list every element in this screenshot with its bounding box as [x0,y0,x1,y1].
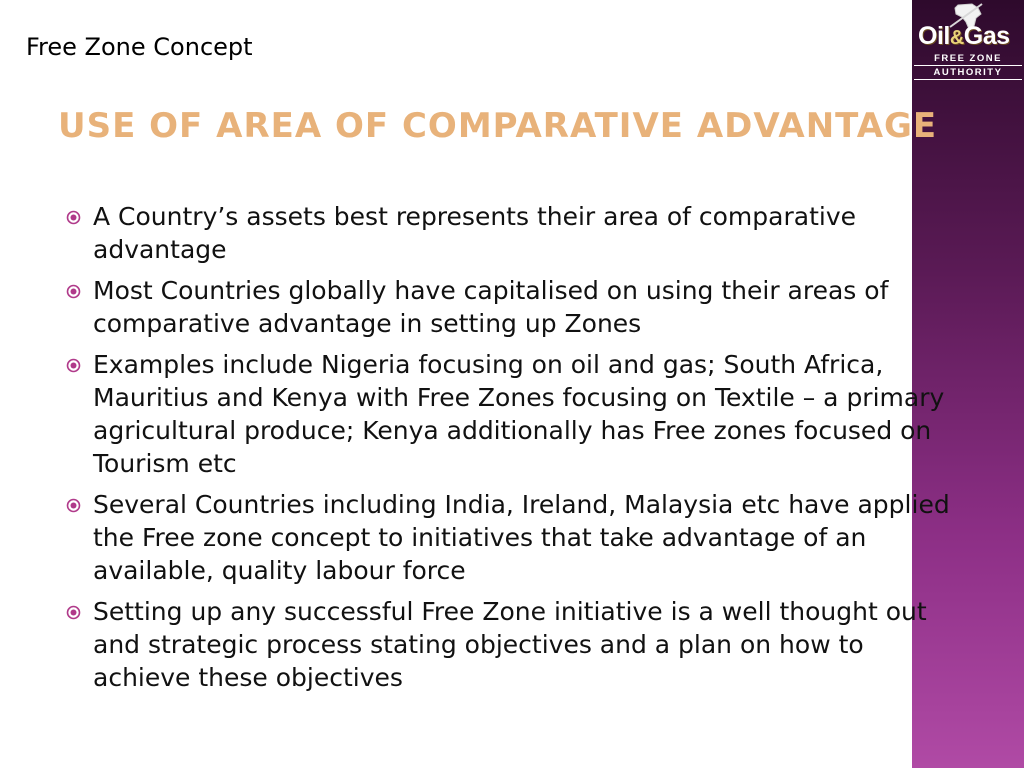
circle-bullet-icon [66,358,81,373]
logo-subtitle-authority: AUTHORITY [914,65,1022,80]
bullet-item [62,200,962,266]
bullet-text: Several Countries including India, Ireland, Malaysia etc have applied the Free zone concept to initiatives that take advantage of an available, quality labour force [93,490,950,585]
slide-title: USE OF AREA OF COMPARATIVE ADVANTAGE [58,106,938,146]
bullet-text: Setting up any successful Free Zone initiative is a well thought out and strategic process stating objectives and a plan on how to achieve these objectives [93,597,927,692]
circle-bullet-icon [66,605,81,620]
logo-word-amp: & [949,27,964,49]
logo-wordmark [918,22,1010,51]
logo-word-oil: Oil [918,22,950,50]
bullet-text: Examples include Nigeria focusing on oil and gas; South Africa, Mauritius and Kenya with Free Zones focusing on Textile – a primary agricultural produce; Kenya additionally has Free zones focused on Tourism etc [93,350,945,478]
circle-bullet-icon [66,210,81,225]
logo-word-gas: Gas [963,22,1010,50]
header-label: Free Zone Concept [26,33,253,61]
bullet-item [62,274,962,340]
circle-bullet-icon [66,284,81,299]
bullet-item [62,348,962,480]
bullet-item [62,488,962,587]
bullet-text: Most Countries globally have capitalised on using their areas of comparative advantage in setting up Zones [93,276,889,338]
bullet-text: A Country’s assets best represents their area of comparative advantage [93,202,856,264]
oil-gas-free-zone-logo [912,0,1024,80]
circle-bullet-icon [66,498,81,513]
logo-subtitle-free-zone: FREE ZONE [934,53,1002,64]
bullet-item [62,595,962,694]
bullet-list [62,200,962,702]
